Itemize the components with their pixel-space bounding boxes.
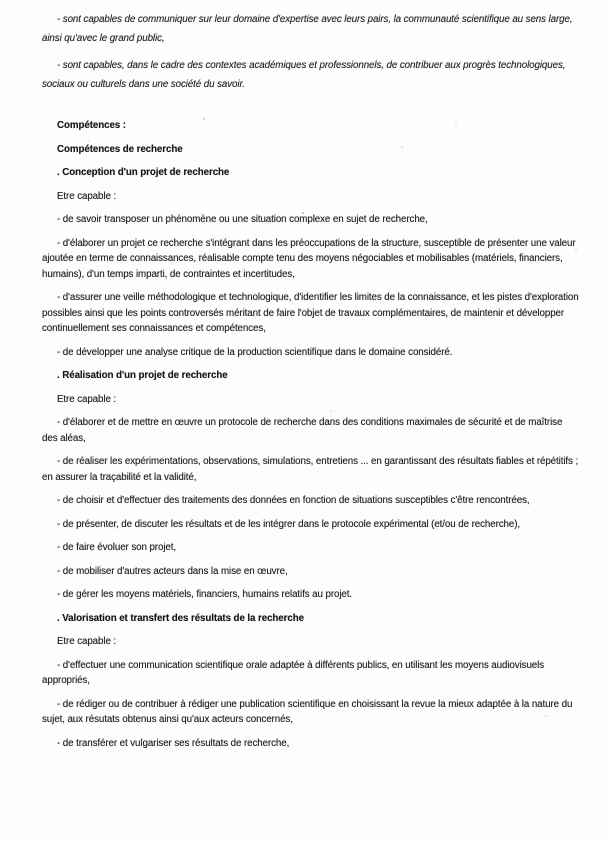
body-paragraph: - d'effectuer une communication scientifique orale adaptée à différents publics, en utilisant les moyens audiovisuels appropriés, [42, 659, 545, 686]
body-paragraph: - de mobiliser d'autres acteurs dans la mise en œuvre, [57, 565, 288, 577]
body-paragraph: - de gérer les moyens matériels, financiers, humains relatifs au projet. [57, 589, 353, 600]
heading-valorisation-transfert: . Valorisation et transfert des résultats de la recherche [57, 612, 304, 624]
body-paragraph: - d'élaborer un projet ce recherche s'intégrant dans les préoccupations de la structure, susceptible de présenter une valeur ajoutée en terme de connaissances, réalisable compte tenu des moyens négociables et mobilisables (matériels, financiers, humains), d'un temps imparti, de contraintes et incertitudes, [42, 237, 576, 280]
body-paragraph: - de présenter, de discuter les résultats et de les intégrer dans le protocole expérimental (et/ou de recherche), [57, 518, 521, 530]
body-paragraph: - de rédiger ou de contribuer à rédiger une publication scientifique en choisissant la revue la mieux adaptée à la nature du sujet, aux résutats obtenus ainsi qu'aux acteurs concernés, [42, 698, 573, 725]
body-paragraph: - de choisir et d'effectuer des traitements des données en fonction de situations susceptibles c'être rencontrées, [57, 495, 530, 506]
intro-paragraph-communication: - sont capables de communiquer sur leur domaine d'expertise avec leurs pairs, la communauté scientifique au sens large, ainsi qu'avec le grand public, [42, 14, 573, 44]
body-paragraph: - de réaliser les expérimentations, observations, simulations, entretiens ... en garantissant des résultats fiables et répétitifs ; en assurer la traçabilité et la validité, [42, 456, 579, 483]
body-paragraph: - d'élaborer et de mettre en œuvre un protocole de recherche dans des conditions maximales de sécurité et de maîtrise des aléas, [42, 417, 563, 444]
lead-in-etre-capable: Etre capable : [57, 393, 117, 405]
lead-in-etre-capable: Etre capable : [57, 190, 117, 202]
body-paragraph: - de savoir transposer un phénomène ou une situation complexe en sujet de recherche, [57, 214, 428, 225]
body-paragraph: - d'assurer une veille méthodologique et technologique, d'identifier les limites de la connaissance, et les pistes d'exploration possibles ainsi que les points controversés méritant de faire l'objet de travaux complémentaires, de maintenir et développer continuellement ses connaissances et compétences, [42, 292, 579, 334]
heading-competences: Compétences : [57, 120, 126, 131]
lead-in-etre-capable: Etre capable : [57, 636, 117, 647]
body-paragraph: - de faire évoluer son projet, [57, 542, 176, 553]
body-paragraph: - de développer une analyse critique de la production scientifique dans le domaine considéré. [57, 346, 453, 358]
heading-competences-de-recherche: Compétences de recherche [57, 143, 183, 155]
heading-realisation-projet: . Réalisation d'un projet de recherche [57, 370, 228, 381]
heading-conception-projet: . Conception d'un projet de recherche [57, 167, 230, 178]
intro-paragraph-contribution: - sont capables, dans le cadre des contextes académiques et professionnels, de contribuer aux progrès technologiques, sociaux ou culturels dans une société du savoir. [42, 60, 566, 90]
body-paragraph: - de transférer et vulgariser ses résultats de recherche, [57, 737, 290, 749]
